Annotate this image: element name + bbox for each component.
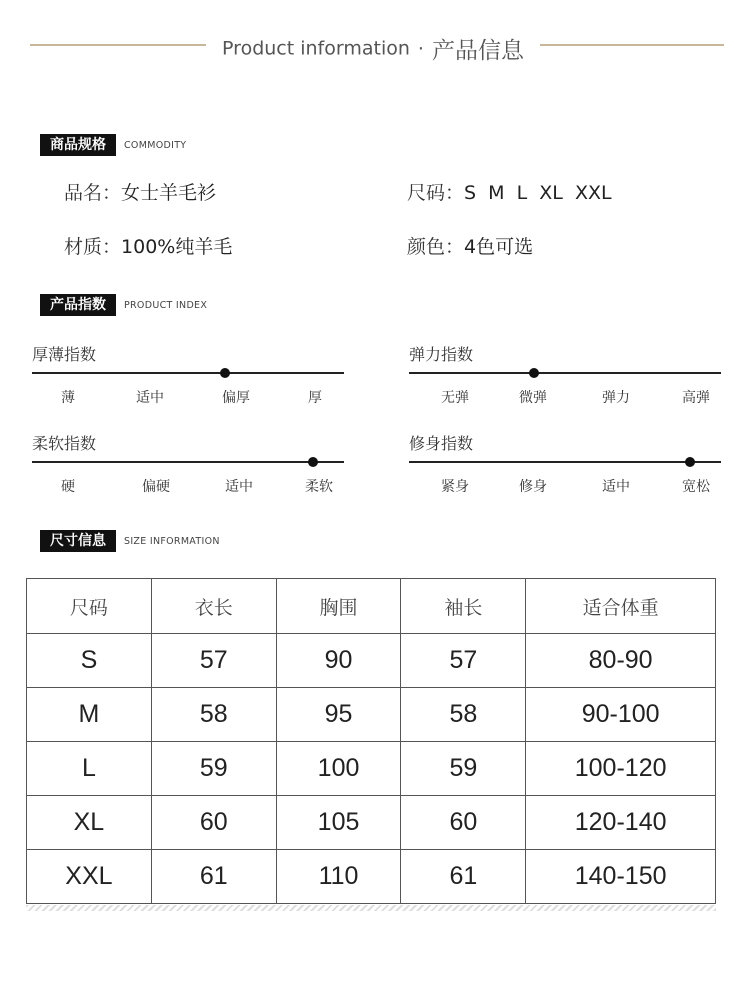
elasticity-scale-title: 弹力指数	[409, 345, 474, 364]
product-material	[64, 232, 232, 259]
table-cell: 105	[276, 796, 401, 850]
fit-scale-title: 修身指数	[409, 434, 474, 453]
page-title-en: Product information	[222, 37, 410, 60]
product-material-key: 材质：	[64, 236, 122, 258]
product-name-key: 品名：	[64, 182, 122, 204]
table-cell: 61	[151, 850, 276, 904]
title-separator: ·	[417, 37, 424, 60]
header-line-left	[30, 44, 206, 46]
softness-scale-tick: 硬	[61, 479, 75, 495]
table-cell: 120-140	[526, 796, 716, 850]
table-cell: XXL	[27, 850, 152, 904]
product-color-value: 4色可选	[464, 236, 534, 258]
table-header-cell: 胸围	[276, 579, 401, 634]
fit-scale-line	[409, 461, 721, 463]
bottom-decoration	[26, 905, 716, 911]
table-cell: 90	[276, 634, 401, 688]
softness-scale-tick: 适中	[225, 479, 253, 495]
elasticity-scale-tick: 微弹	[519, 390, 547, 406]
table-cell: XL	[27, 796, 152, 850]
softness-scale-tick: 偏硬	[142, 479, 170, 495]
table-row	[27, 688, 716, 742]
elasticity-scale-line	[409, 372, 721, 374]
table-cell: 80-90	[526, 634, 716, 688]
size-table	[26, 578, 716, 904]
product-size-key: 尺码：	[407, 182, 465, 204]
table-row	[27, 634, 716, 688]
product-name-value: 女士羊毛衫	[121, 182, 217, 204]
fit-scale-marker	[685, 457, 695, 467]
product-color-key: 颜色：	[407, 236, 465, 258]
elasticity-scale-tick: 无弹	[441, 390, 469, 406]
size-info-label: 尺寸信息	[40, 530, 116, 552]
size-info-section-label	[40, 529, 220, 553]
table-cell: 110	[276, 850, 401, 904]
table-cell: 58	[401, 688, 526, 742]
table-cell: 57	[401, 634, 526, 688]
softness-scale-tick: 柔软	[305, 479, 333, 495]
table-row	[27, 850, 716, 904]
product-size	[407, 178, 612, 205]
table-cell: 100-120	[526, 742, 716, 796]
table-cell: 100	[276, 742, 401, 796]
table-row	[27, 742, 716, 796]
product-color	[407, 232, 533, 259]
thickness-scale-line	[32, 372, 344, 374]
fit-scale-tick: 适中	[602, 479, 630, 495]
table-cell: S	[27, 634, 152, 688]
header-line-right	[540, 44, 724, 46]
table-cell: 60	[401, 796, 526, 850]
fit-scale-tick: 宽松	[682, 479, 710, 495]
table-cell: L	[27, 742, 152, 796]
product-material-value: 100%纯羊毛	[121, 236, 233, 258]
table-cell: 59	[151, 742, 276, 796]
commodity-label-en: COMMODITY	[124, 139, 187, 151]
elasticity-scale-tick: 高弹	[682, 390, 710, 406]
table-row	[27, 796, 716, 850]
table-cell: 58	[151, 688, 276, 742]
thickness-scale-tick: 厚	[308, 390, 322, 406]
thickness-scale-tick: 薄	[61, 390, 75, 406]
table-header-cell: 尺码	[27, 579, 152, 634]
table-cell: 95	[276, 688, 401, 742]
commodity-label: 商品规格	[40, 134, 116, 156]
page-title-cn: 产品信息	[431, 38, 524, 64]
page-title	[206, 32, 540, 65]
table-header-cell: 衣长	[151, 579, 276, 634]
table-header-cell: 袖长	[401, 579, 526, 634]
product-index-label: 产品指数	[40, 294, 116, 316]
table-cell: 90-100	[526, 688, 716, 742]
size-info-label-en: SIZE INFORMATION	[124, 535, 220, 547]
product-size-value: S M L XL XXL	[464, 182, 612, 204]
fit-scale-tick: 修身	[519, 479, 547, 495]
elasticity-scale-marker	[529, 368, 539, 378]
table-cell: 57	[151, 634, 276, 688]
table-cell: 61	[401, 850, 526, 904]
table-header-row	[27, 579, 716, 634]
product-index-section-label	[40, 293, 207, 317]
table-header-cell: 适合体重	[526, 579, 716, 634]
elasticity-scale-tick: 弹力	[602, 390, 630, 406]
thickness-scale-marker	[220, 368, 230, 378]
softness-scale-marker	[308, 457, 318, 467]
thickness-scale-tick: 适中	[136, 390, 164, 406]
thickness-scale-tick: 偏厚	[222, 390, 250, 406]
thickness-scale-title: 厚薄指数	[32, 345, 97, 364]
fit-scale-tick: 紧身	[441, 479, 469, 495]
product-name	[64, 178, 216, 205]
table-cell: 60	[151, 796, 276, 850]
table-cell: 59	[401, 742, 526, 796]
softness-scale-line	[32, 461, 344, 463]
product-index-label-en: PRODUCT INDEX	[124, 299, 208, 311]
softness-scale-title: 柔软指数	[32, 434, 97, 453]
table-cell: M	[27, 688, 152, 742]
commodity-section-label	[40, 133, 186, 157]
table-cell: 140-150	[526, 850, 716, 904]
